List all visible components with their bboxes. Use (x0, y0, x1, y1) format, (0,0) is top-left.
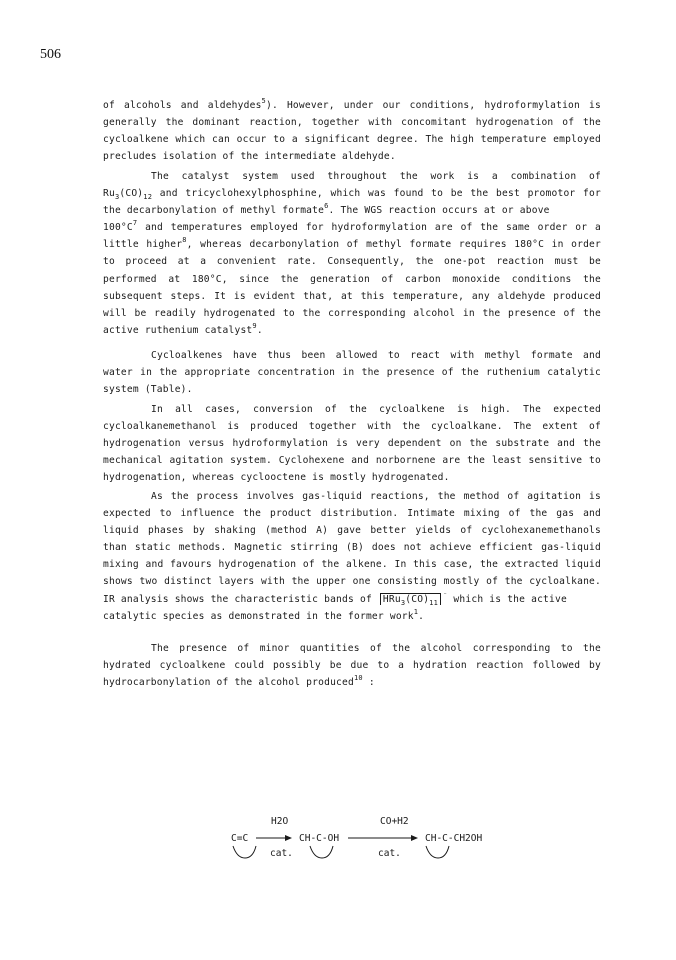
text-line: In all cases, conversion of the cycloalkene is high. The expected (151, 404, 601, 415)
text-line: generally the dominant reaction, together with concomitant hydrogenation of the (103, 117, 601, 129)
text-line: cycloalkene which can occur to a significant degree. The high temperature employed (103, 134, 601, 146)
text-line: system (Table). (103, 384, 193, 396)
text-line: IR analysis shows the characteristic bands of $HRu_3(CO)_{11}^{^-}$ which is the active (103, 590, 567, 607)
text-line: Cycloalkenes have thus been allowed to react with methyl formate and (151, 350, 601, 361)
text-line: The presence of minor quantities of the alcohol corresponding to the (151, 643, 601, 654)
reaction-scheme (225, 816, 505, 866)
paragraph-4 (103, 401, 601, 486)
text-line: liquid phases by shaking (method A) gave better yields of cyclohexanemethanols (103, 525, 601, 537)
paragraph-5 (103, 488, 601, 625)
paragraph-2 (103, 168, 601, 339)
text-line: performed at 180°C, since the generation of carbon monoxide conditions the (103, 273, 601, 285)
species-alkene: C=C (231, 833, 249, 844)
arrow-1 (256, 835, 292, 841)
text-line: As the process involves gas-liquid reactions, the method of agitation is (151, 491, 601, 502)
catalyst-label-1: cat. (270, 848, 293, 859)
text-line: hydrocarbonylation of the alcohol produced$^{10}$ : (103, 674, 375, 689)
text-line: water in the appropriate concentration in the presence of the ruthenium catalytic (103, 367, 601, 379)
reagent-syngas: CO+H2 (380, 816, 409, 827)
species-product: CH-C-CH2OH (425, 833, 483, 844)
text-line: the decarbonylation of methyl formate$^6$. The WGS reaction occurs at or above (103, 202, 550, 217)
text-line: subsequent steps. It is evident that, at this temperature, any aldehyde produced (103, 290, 601, 302)
reaction-scheme-svg (225, 816, 505, 866)
species-alcohol: CH-C-OH (299, 833, 340, 844)
reagent-water: H2O (271, 816, 289, 827)
text-line: mixing and favours hydrogenation of the alkene. In this case, the extracted liquid (103, 559, 601, 571)
text-line: expected to influence the product distribution. Intimate mixing of the gas and (103, 508, 601, 520)
text-line: $100^\circ C^7$ and temperatures employed for hydroformylation are of the same order or a (103, 219, 601, 234)
complex-bracket: $HRu_3(CO)_{11}$ (380, 593, 441, 605)
paragraph-1 (103, 97, 601, 165)
arrow-2 (348, 835, 418, 841)
paragraph-6 (103, 640, 601, 691)
text-line: to proceed at a convenient rate. Consequently, the one-pot reaction must be (103, 256, 601, 268)
text-line: hydrogenation, whereas cyclooctene is mostly hydrogenated. (103, 472, 450, 484)
text-line: precludes isolation of the intermediate aldehyde. (103, 151, 396, 163)
ring-arc-alkene (233, 846, 256, 858)
text-line: mechanical agitation system. Cyclohexene and norbornene are the least sensitive to (103, 455, 601, 467)
text-line: little higher$^8$, whereas decarbonylation of methyl formate requires 180°C in order (103, 236, 602, 251)
text-line: catalytic species as demonstrated in the former work$^1$. (103, 607, 425, 622)
text-line: will be readily hydrogenated to the corresponding alcohol in the presence of the (103, 307, 601, 319)
text-line: of alcohols and aldehydes$^5$). However, under our conditions, hydroformylation is (103, 97, 601, 111)
text-line: The catalyst system used throughout the work is a combination of (151, 171, 601, 182)
paragraph-3 (103, 347, 601, 398)
text-line: $Ru_3(CO)_{12}$ and tricyclohexylphosphine, which was found to be the best promotor for (103, 188, 601, 202)
ring-arc-alcohol (310, 846, 333, 858)
text-line: hydrated cycloalkene could possibly be due to a hydration reaction followed by (103, 660, 601, 672)
text-line: than static methods. Magnetic stirring (B) does not achieve efficient gas-liquid (103, 542, 601, 554)
text-line: hydrogenation versus hydroformylation is very dependent on the substrate and the (103, 438, 601, 450)
ring-arc-product (426, 846, 449, 858)
text-line: active ruthenium catalyst$^9$. (103, 321, 263, 336)
text-line: cycloalkanemethanol is produced together with the cycloalkane. The extent of (103, 421, 601, 433)
text-line: shows two distinct layers with the upper one consisting mostly of the cycloalkane. (103, 576, 601, 588)
catalyst-label-2: cat. (378, 848, 401, 859)
page-number: 506 (40, 47, 61, 62)
